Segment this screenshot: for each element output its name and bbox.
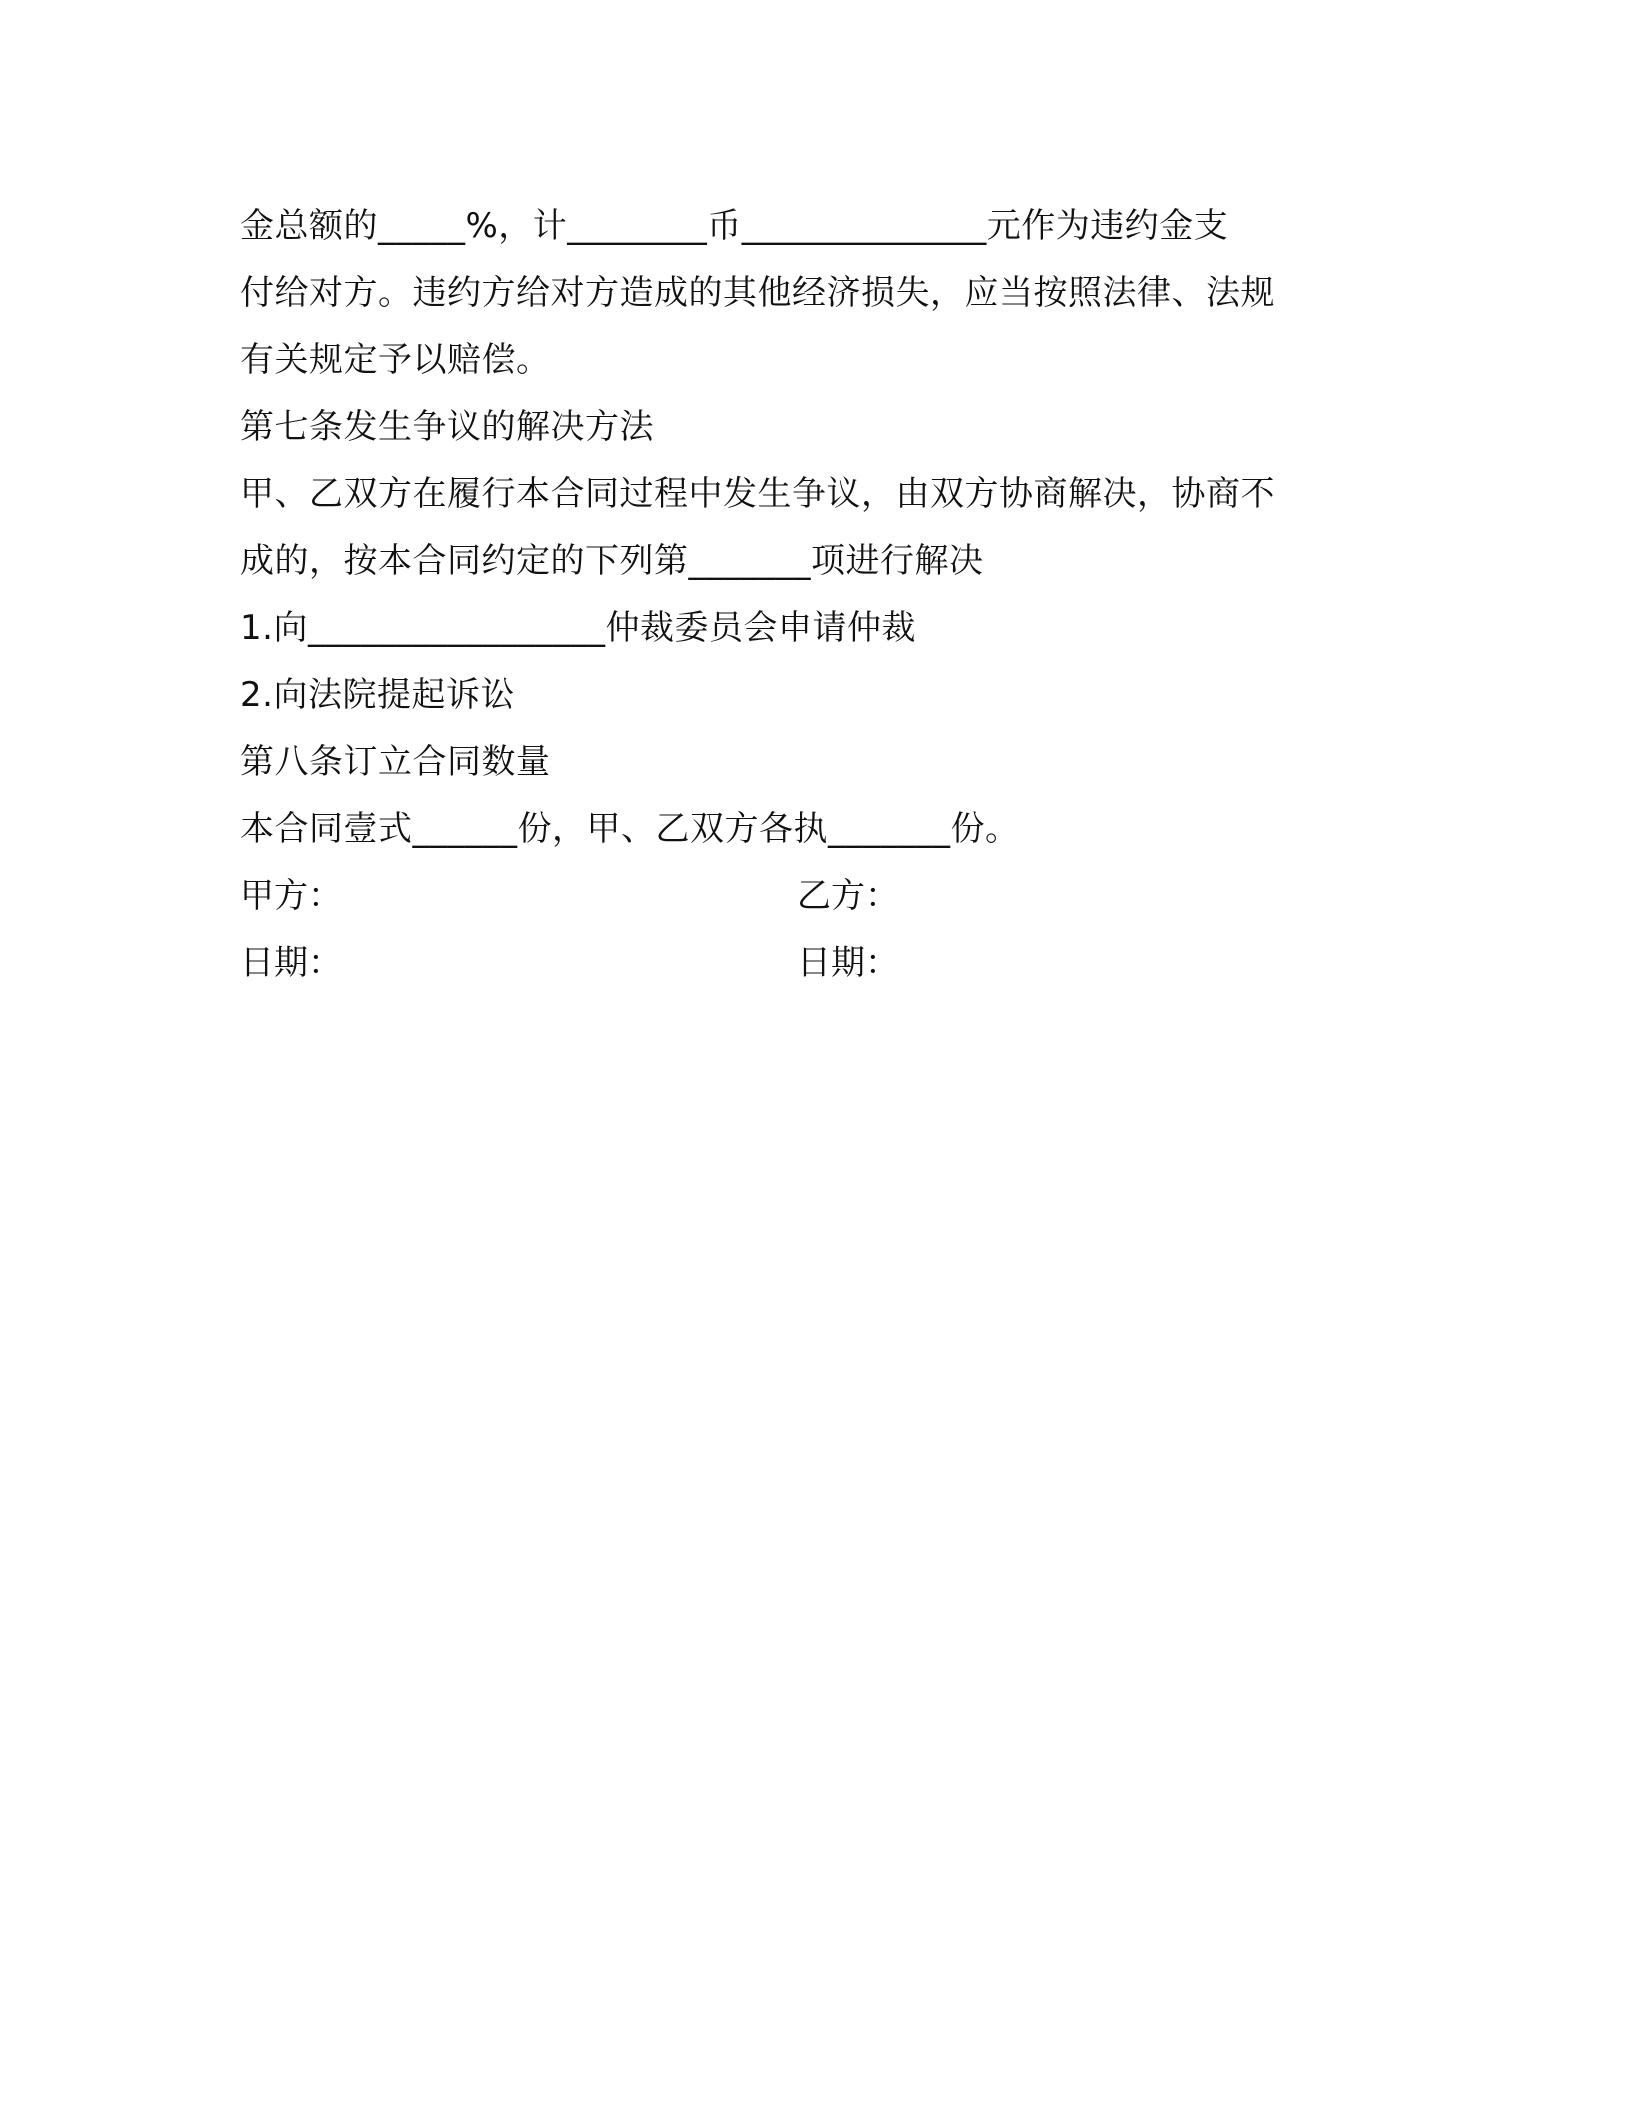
party-signature-row [240,863,1410,930]
penalty-amount-line: 金总额的_____%，计________币______________元作为违约金支 [240,206,1229,246]
article-eight-heading: 第八条订立合同数量 [240,742,551,782]
contract-copies-line: 本合同壹式______份，甲、乙双方各执_______份。 [240,809,1020,849]
document-body [240,193,1410,997]
dispute-resolution-line: 甲、乙双方在履行本合同过程中发生争议，由双方协商解决，协商不 [240,474,1275,514]
party-b-label: 乙方： [797,876,899,916]
party-a-label: 甲方： [240,876,342,916]
penalty-compensation-line: 付给对方。违约方给对方造成的其他经济损失，应当按照法律、法规 [240,273,1275,313]
arbitration-option: 1.向_________________仲裁委员会申请仲裁 [240,608,916,648]
date-signature-row [240,930,1410,997]
penalty-regulation-line: 有关规定予以赔偿。 [240,340,551,380]
litigation-option: 2.向法院提起诉讼 [240,675,515,715]
dispute-option-line: 成的，按本合同约定的下列第_______项进行解决 [240,541,984,581]
date-b-label: 日期： [797,943,899,983]
article-seven-heading: 第七条发生争议的解决方法 [240,407,654,447]
date-a-label: 日期： [240,943,342,983]
